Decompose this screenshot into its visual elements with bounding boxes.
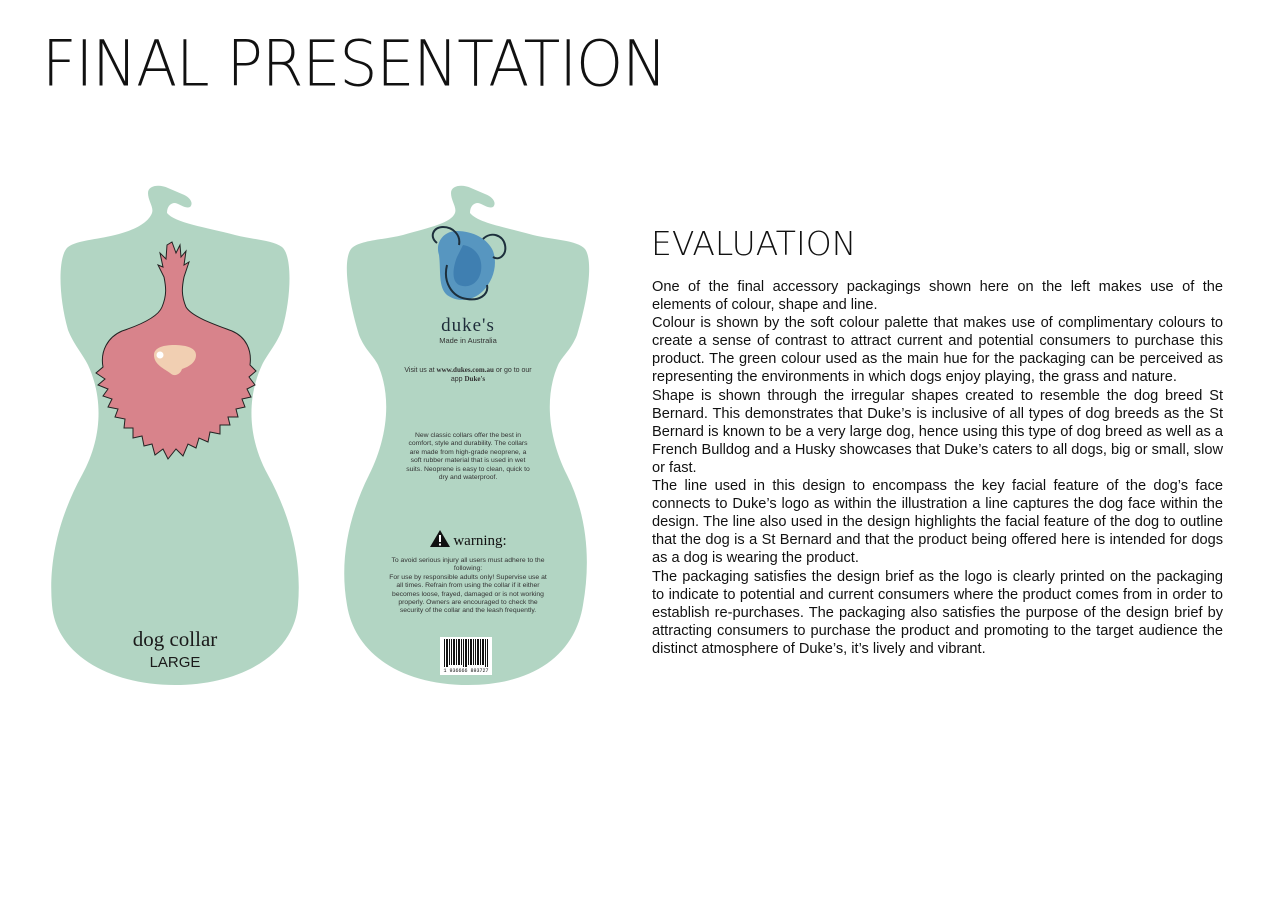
evaluation-paragraph: One of the final accessory packagings shown here on the left makes use of the elements of colour, shape and line. (652, 279, 1223, 314)
visit-middle: or go to our app (450, 367, 532, 383)
product-name: dog collar (132, 627, 218, 651)
brand-name: duke's (441, 315, 495, 336)
barcode-number: 1 936666 893727 (443, 668, 489, 674)
evaluation-paragraph: Shape is shown through the irregular shapes created to resemble the dog breed St Bernard. This demonstrates that Duke’s is inclusive of all types of dog breeds as the St Bernard is known to be a very large dog, hence using this type of dog breed as well as a French Bulldog and a Husky showcases that Duke’s caters to all dogs, big or small, slow or fast. (652, 387, 1223, 476)
evaluation-heading: EVALUATION (651, 224, 857, 263)
product-size: LARGE (149, 654, 201, 671)
app-name: Duke's (464, 375, 486, 383)
visit-info (398, 366, 538, 384)
evaluation-paragraph: Colour is shown by the soft colour palette that makes use of complimentary colours to create a sense of contrast to attract current and potential consumers to purchase this product. The green colour used as the main hue for the packaging can be perceived as representing the environments in which dogs enjoy playing, the grass and nature. (652, 315, 1223, 386)
front-package (50, 185, 300, 690)
front-package-shape (50, 185, 300, 690)
warning-triangle-icon (429, 529, 451, 548)
evaluation-paragraph: The line used in this design to encompass the key facial feature of the dog’s face connects to Duke’s logo as within the illustration a line captures the dog face within the design. The line also used in the design highlights the facial feature of the dog to outline that the dog is a St Bernard and that the product being offered here is intended for dogs as a dog is wearing the product. (652, 478, 1223, 567)
warning-heading (343, 529, 593, 550)
warning-text (388, 557, 548, 616)
product-description: New classic collars offer the best in comfort, style and durability. The collars are made from high-grade neoprene, a soft rubber material that is used in wet suits. Neoprene is easy to clean, quick to dry and waterproof. (406, 432, 530, 482)
warning-body: For use by responsible adults only! Supervise use at all times. Refrain from using the collar if it either becomes loose, frayed, damaged or is not working properly. Owners are encouraged to check the security of the collar and the leash frequently. (389, 573, 547, 615)
page-title: FINAL PRESENTATION (42, 28, 667, 102)
barcode-icon (440, 637, 492, 667)
nose-highlight (157, 352, 164, 359)
warning-label: warning: (453, 533, 507, 549)
back-package (343, 185, 593, 690)
warning-intro: To avoid serious injury all users must adhere to the following: (391, 557, 545, 573)
evaluation-paragraph: The packaging satisfies the design brief as the logo is clearly printed on the packaging to indicate to potential and current consumers where the product comes from in order to establish re-purchases. The packaging also satisfies the purpose of the design brief by attracting consumers to purchase the product and promoting to the target audience the distinct atmosphere of Duke’s, it’s lively and vibrant. (652, 568, 1223, 657)
website-url: www.dukes.com.au (436, 366, 494, 374)
barcode (440, 637, 492, 675)
evaluation-body (652, 278, 1223, 658)
visit-prefix: Visit us at (404, 367, 437, 374)
brand-tagline: Made in Australia (439, 336, 497, 345)
